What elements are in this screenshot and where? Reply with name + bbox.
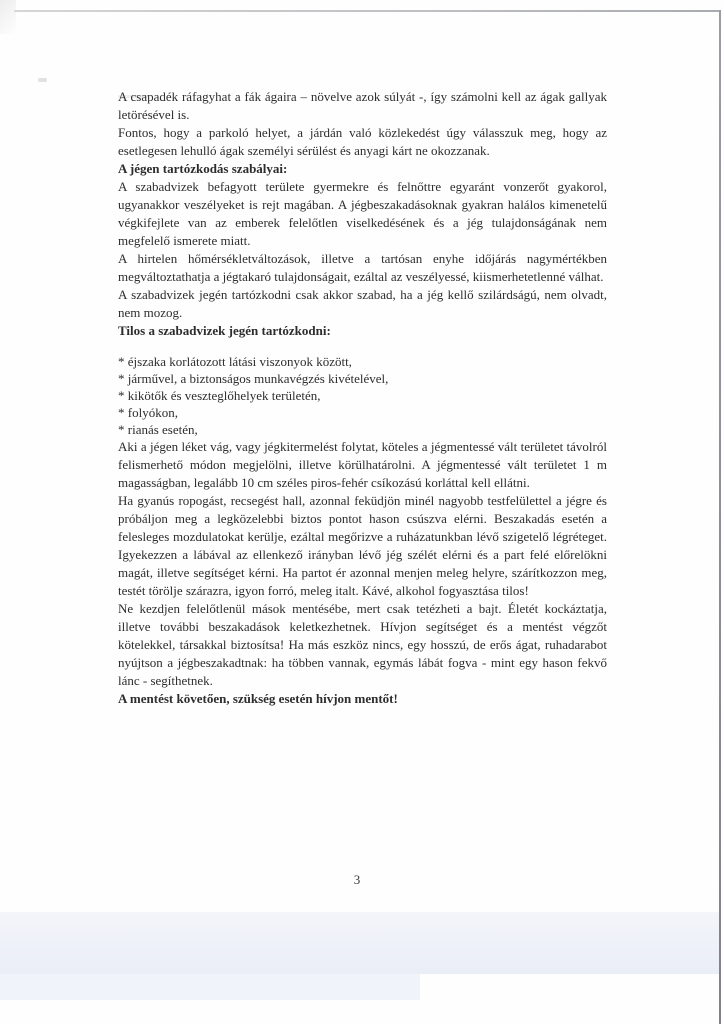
paragraph-cracking-self-rescue: Ha gyanús ropogást, recsegést hall, azonnal feküdjön minél nagyobb testfelülettel a jégre és próbáljon meg a legközelebbi biztos pontot hason csúszva elérni. Beszakadás esetén a felesleges mozdulatokat kerülje, ezáltal megőrizve a ruházatunkban lévő szigetelő légréteget. Igyekezzen a lábával az ellenkező irányban lévő jég szélét elérni és a part felé előrelökni magát, illetve segítséget kérni. Ha partot ér azonnal menjen meleg helyre, szárítkozzon meg, testét törölje szárazra, igyon forró, meleg italt. Kávé, alkohol fogyasztása tilos! bbox=[118, 493, 607, 598]
scan-right-edge-line bbox=[719, 10, 721, 1024]
section-heading-call-ambulance: A mentést követően, szükség esetén hívjon mentőt! bbox=[118, 691, 398, 706]
paragraph-temperature-changes: A hirtelen hőmérsékletváltozások, illetve a tartósan enyhe időjárás nagymértékben megváltoztathatja a jégtakaró tulajdonságait, ezáltal az veszélyessé, kiismerhetetlenné válhat. bbox=[118, 251, 607, 284]
scan-top-edge-line bbox=[14, 10, 721, 12]
scan-bottom-band bbox=[0, 912, 719, 974]
scan-corner-shadow bbox=[0, 0, 16, 34]
paragraph-ice-cutting-marking: Aki a jégen léket vág, vagy jégkitermelést folytat, köteles a jégmentessé vált területet távolról felismerhető módon megjelölni, illetve körülhatárolni. A jégmentessé vált területet 1 m magasságban, legalább 10 cm széles piros-fehér csíkozású korláttal kell ellátni. bbox=[118, 439, 607, 490]
list-item: * éjszaka korlátozott látási viszonyok között, bbox=[118, 354, 352, 369]
paragraph-parking-choice: Fontos, hogy a parkoló helyet, a járdán való közlekedést úgy válasszuk meg, hogy az esetlegesen lehulló ágak személyi sérülést és anyagi kárt ne okozzanak. bbox=[118, 125, 607, 158]
paragraph-falling-branches: A csapadék ráfagyhat a fák ágaira – növelve azok súlyát -, így számolni kell az ágak gallyak letörésével is. bbox=[118, 89, 607, 122]
list-item: * folyókon, bbox=[118, 405, 178, 420]
list-item: * járművel, a biztonságos munkavégzés kivételével, bbox=[118, 371, 389, 386]
paragraph-rescuing-others: Ne kezdjen felelőtlenül mások mentésébe, mert csak tetézheti a bajt. Életét kockáztatja, illetve további beszakadások keletkezhetnek. Hívjon segítséget és a mentést végzőt kötelekkel, társakkal biztosítsa! Ha más eszköz nincs, egy hosszú, de erős ágat, ruhadarabot nyújtson a jégbeszakadtnak: ha többen vannak, egymás lábát fogva - mint egy hason fekvő lánc - segíthetnek. bbox=[118, 601, 607, 688]
paragraph-open-water-danger: A szabadvizek befagyott területe gyermekre és felnőttre egyaránt vonzerőt gyakorol, ugyanakkor veszélyeket is rejt magában. A jégbeszakadásoknak gyakran halálos kimenetelű végkifejlete van az emberek felelőtlen viselkedésének és a jég tulajdonságának nem megfelelő ismerete miatt. bbox=[118, 179, 607, 248]
list-item: * rianás esetén, bbox=[118, 422, 198, 437]
document-body bbox=[118, 88, 607, 708]
forbidden-conditions-list bbox=[118, 353, 607, 438]
section-heading-forbidden: Tilos a szabadvizek jegén tartózkodni: bbox=[118, 323, 331, 338]
section-heading-ice-rules: A jégen tartózkodás szabályai: bbox=[118, 161, 288, 176]
scan-smudge bbox=[38, 78, 47, 82]
scan-bottom-band-secondary bbox=[0, 974, 420, 1000]
list-item: * kikötők és veszteglőhelyek területén, bbox=[118, 388, 321, 403]
page-number: 3 bbox=[353, 872, 361, 887]
paragraph-when-allowed: A szabadvizek jegén tartózkodni csak akkor szabad, ha a jég kellő szilárdságú, nem olvadt, nem mozog. bbox=[118, 287, 607, 320]
